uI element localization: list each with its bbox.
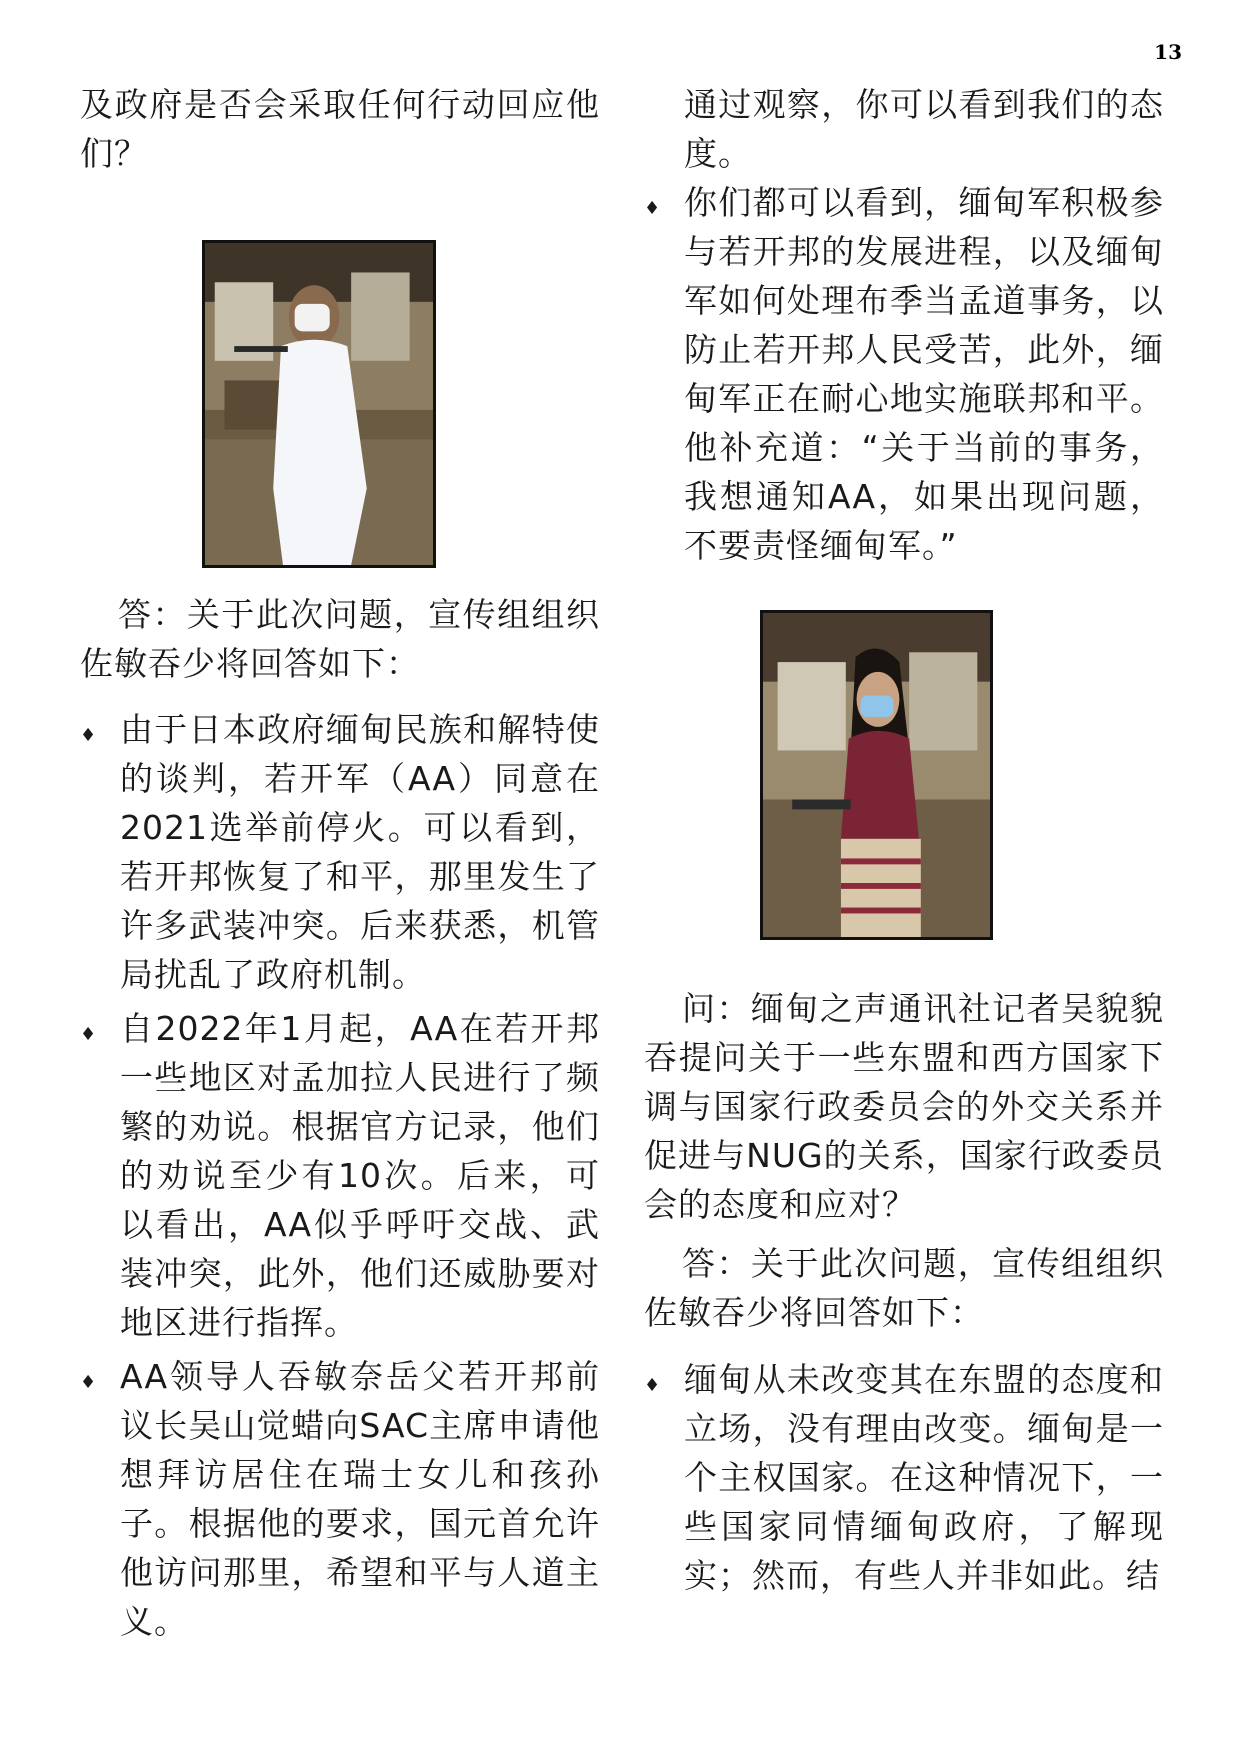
- continued-answer-text: 通过观察，你可以看到我们的态度。: [684, 85, 1164, 173]
- diamond-bullet-icon: ♦: [80, 725, 98, 746]
- diamond-bullet-icon: ♦: [644, 198, 662, 219]
- answer-bullet-list-right-bottom: [644, 1355, 1164, 1600]
- answer-intro-left: 答：关于此次问题，宣传组组织佐敏吞少将回答如下：: [80, 595, 600, 683]
- photo-male-reporter-image: [205, 243, 433, 565]
- answer-bullet-5: [644, 1355, 1164, 1600]
- answer-bullet-2: [80, 1004, 600, 1347]
- answer-intro-right: 答：关于此次问题，宣传组组织佐敏吞少将回答如下：: [644, 1244, 1164, 1332]
- answer-bullet-2-text: 自2022年1月起，AA在若开邦一些地区对孟加拉人民进行了频繁的劝说。根据官方记录，他们的劝说至少有10次。后来，可以看出，AA似乎呼吁交战、武装冲突，此外，他们还威胁要对地区进行指挥。: [120, 1009, 600, 1342]
- answer-bullet-list-right-top: [644, 178, 1164, 570]
- right-column: [644, 80, 1164, 1600]
- answer-bullet-1: [80, 705, 600, 999]
- diamond-bullet-icon: ♦: [80, 1372, 98, 1393]
- answer-bullet-4-text: 你们都可以看到，缅甸军积极参与若开邦的发展进程，以及缅甸军如何处理布季当孟道事务，以防止若开邦人民受苦，此外，缅甸军正在耐心地实施联邦和平。他补充道：“关于当前的事务，我想通知AA，如果出现问题，不要责怪缅甸军。”: [684, 183, 1164, 565]
- answer-bullet-list-left: [80, 705, 600, 1646]
- photo-male-reporter: [202, 240, 436, 568]
- left-column: [80, 80, 600, 1646]
- diamond-bullet-icon: ♦: [644, 1375, 662, 1396]
- page-number: 13: [1154, 40, 1182, 64]
- answer-bullet-5-text: 缅甸从未改变其在东盟的态度和立场，没有理由改变。缅甸是一个主权国家。在这种情况下，一些国家同情缅甸政府，了解现实；然而，有些人并非如此。结: [684, 1360, 1164, 1595]
- answer-bullet-4: [644, 178, 1164, 570]
- answer-bullet-3: [80, 1352, 600, 1646]
- diamond-bullet-icon: ♦: [80, 1024, 98, 1045]
- continued-question-text: 及政府是否会采取任何行动回应他们？: [80, 85, 600, 173]
- photo-female-reporter-image: [763, 613, 990, 937]
- question-text: 问：缅甸之声通讯社记者吴貌貌吞提问关于一些东盟和西方国家下调与国家行政委员会的外交关系并促进与NUG的关系，国家行政委员会的态度和应对？: [644, 989, 1164, 1224]
- answer-bullet-3-text: AA领导人吞敏奈岳父若开邦前议长吴山觉蜡向SAC主席申请他想拜访居住在瑞士女儿和孩孙子。根据他的要求，国元首允许他访问那里，希望和平与人道主义。: [120, 1357, 600, 1641]
- photo-female-reporter: [760, 610, 993, 940]
- answer-bullet-1-text: 由于日本政府缅甸民族和解特使的谈判，若开军（AA）同意在2021选举前停火。可以看到，若开邦恢复了和平，那里发生了许多武装冲突。后来获悉，机管局扰乱了政府机制。: [120, 710, 600, 994]
